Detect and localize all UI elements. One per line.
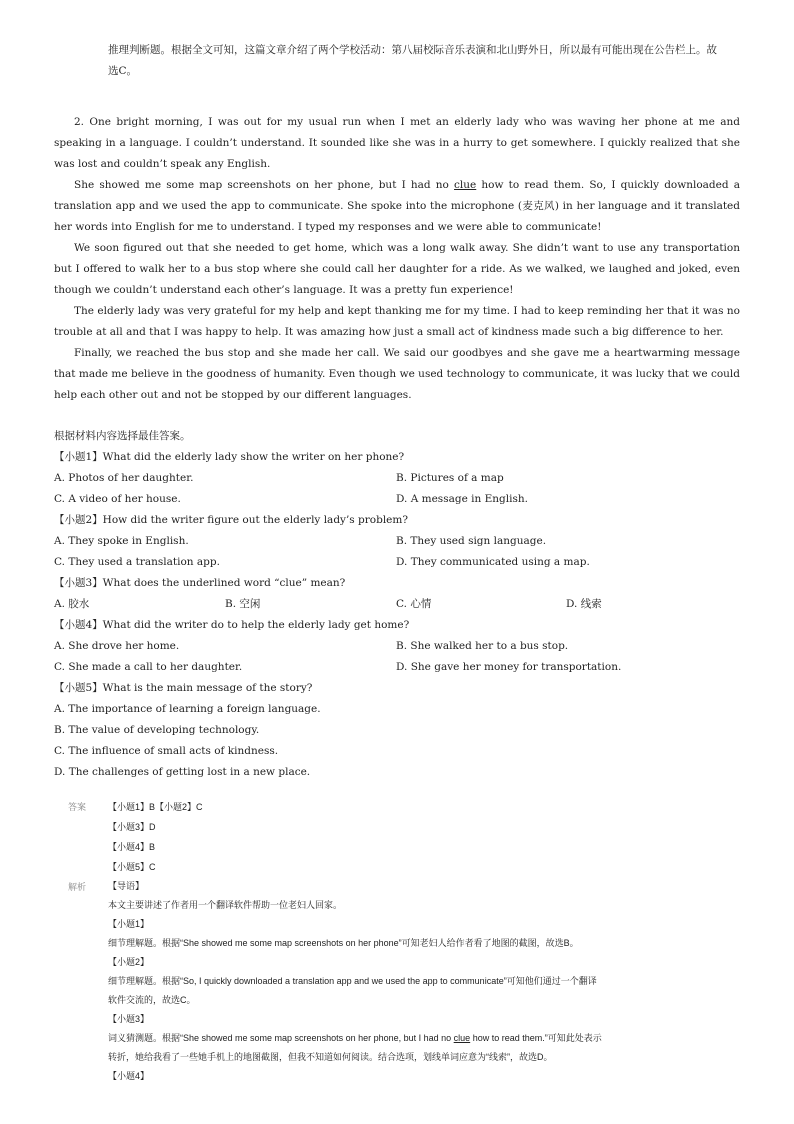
option-d: D. They communicated using a map. [396,556,590,568]
answer-label: 答案 [68,802,87,812]
q3-text-line-1 [108,1029,708,1048]
option-b: B. They used sign language. [396,535,547,547]
option-a: A. They spoke in English. [54,535,189,547]
passage-paragraph-5: Finally, we reached the bus stop and she made her call. We said our goodbyes and she gave me a heartwarming message that made me believe in the goodness of humanity. Even though we used technology to communicate, it was lucky that we could help each other out and not be stopped by our different languages. [54,347,740,401]
option-c: C. A video of her house. [54,493,181,505]
passage-paragraph-3: We soon figured out that she needed to get home, which was a long walk away. She didn’t want to use any transportation but I offered to walk her to a bus stop where she could call her daughter for a ride. As we walked, we laughed and joked, even though we couldn’t understand each other’s language. It was a pretty fun experience! [54,242,740,296]
option-a: A. Photos of her daughter. [54,472,194,484]
question-2-options-row-2 [54,552,740,573]
q3-text-line-2: 转折，她给我看了一些她手机上的地图截图，但我不知道如何阅读。结合选项，划线单词应意为“线索”，故选D。 [108,1052,553,1062]
option-c: C. The influence of small acts of kindness. [54,745,279,757]
option-d: D. 线索 [566,598,602,610]
question-4-options-row-2 [54,657,740,678]
q2-text-line-2: 软件交流的，故选C。 [108,995,196,1005]
explanation [108,877,708,1086]
question-3-options [54,594,740,615]
explanation-text: 词义猜测题。根据“She showed me some map screenshots on her phone, but I had no [108,1033,454,1043]
previous-explanation [108,40,724,82]
option-a: A. 胶水 [54,598,90,610]
question-block [54,426,740,783]
answer-line: 【小题3】D [108,822,156,832]
option-b: B. 空闲 [225,598,261,610]
question-1-stem: 【小题1】What did the elderly lady show the writer on her phone? [54,451,405,463]
option-b: B. Pictures of a map [396,472,504,484]
answer-line: 【小题4】B [108,842,156,852]
q1-tag: 【小题1】 [108,919,150,929]
q3-tag: 【小题3】 [108,1014,150,1024]
passage-paragraph-1: 2. One bright morning, I was out for my usual run when I met an elderly lady who was waving her phone at me and speaking in a language. I couldn’t understand. It sounded like she was in a hurry to get somewhere. I quickly realized that she was lost and couldn’t speak any English. [54,116,740,170]
answer-line: 【小题5】C [108,862,156,872]
underlined-word: clue [454,179,477,191]
question-4-options-row-1 [54,636,740,657]
explanation-label: 解析 [68,882,87,892]
q2-text-line-1: 细节理解题。根据“So, I quickly downloaded a translation app and we used the app to communicate”可知他们通过一个翻译 [108,976,597,986]
intro-text: 本文主要讲述了作者用一个翻译软件帮助一位老妇人回家。 [108,900,343,910]
explanation-text: how to read them.”可知此处表示 [470,1033,602,1043]
option-a: A. She drove her home. [54,640,180,652]
passage-paragraph-4: The elderly lady was very grateful for my help and kept thanking me for my time. I had to keep reminding her that it was no trouble at all and that I was happy to help. It was amazing how just a small act of kindness made such a big difference to her. [54,305,740,338]
option-a: A. The importance of learning a foreign language. [54,703,321,715]
passage-text: how to read them. So, I quickly downloaded a translation app and we used the app to communicate. She spoke into the microphone (麦克风) in her language and it translated her words into English for me to understand. I typed my responses and we were able to communicate! [54,179,740,233]
option-c: C. They used a translation app. [54,556,220,568]
instruction: 根据材料内容选择最佳答案。 [54,430,191,442]
option-c: C. She made a call to her daughter. [54,661,243,673]
passage-text: She showed me some map screenshots on her phone, but I had no [74,179,455,191]
question-1-options-row-1 [54,468,740,489]
option-d: D. She gave her money for transportation. [396,661,622,673]
passage-paragraph-2 [54,175,740,238]
answers [108,797,203,877]
answer-line: 【小题1】B【小题2】C [108,802,203,812]
option-b: B. The value of developing technology. [54,724,260,736]
option-d: D. A message in English. [396,493,528,505]
option-c: C. 心情 [396,598,432,610]
intro-tag: 【导语】 [108,881,145,891]
q4-tag: 【小题4】 [108,1071,150,1081]
q2-tag: 【小题2】 [108,957,150,967]
option-d: D. The challenges of getting lost in a new place. [54,766,311,778]
reading-passage [54,112,740,406]
question-4-stem: 【小题4】What did the writer do to help the elderly lady get home? [54,619,410,631]
question-5-stem: 【小题5】What is the main message of the story? [54,682,313,694]
question-2-stem: 【小题2】How did the writer figure out the elderly lady’s problem? [54,514,408,526]
option-b: B. She walked her to a bus stop. [396,640,569,652]
previous-explanation-line-2: 选C。 [108,65,138,77]
previous-explanation-line-1: 推理判断题。根据全文可知，这篇文章介绍了两个学校活动：第八届校际音乐表演和北山野外日，所以最有可能出现在公告栏上。故 [108,44,717,56]
q1-text: 细节理解题。根据“She showed me some map screenshots on her phone”可知老妇人给作者看了地图的截图，故选B。 [108,938,579,948]
underlined-word: clue [453,1033,471,1043]
question-3-stem: 【小题3】What does the underlined word “clue” mean? [54,577,346,589]
question-2-options-row-1 [54,531,740,552]
question-1-options-row-2 [54,489,740,510]
